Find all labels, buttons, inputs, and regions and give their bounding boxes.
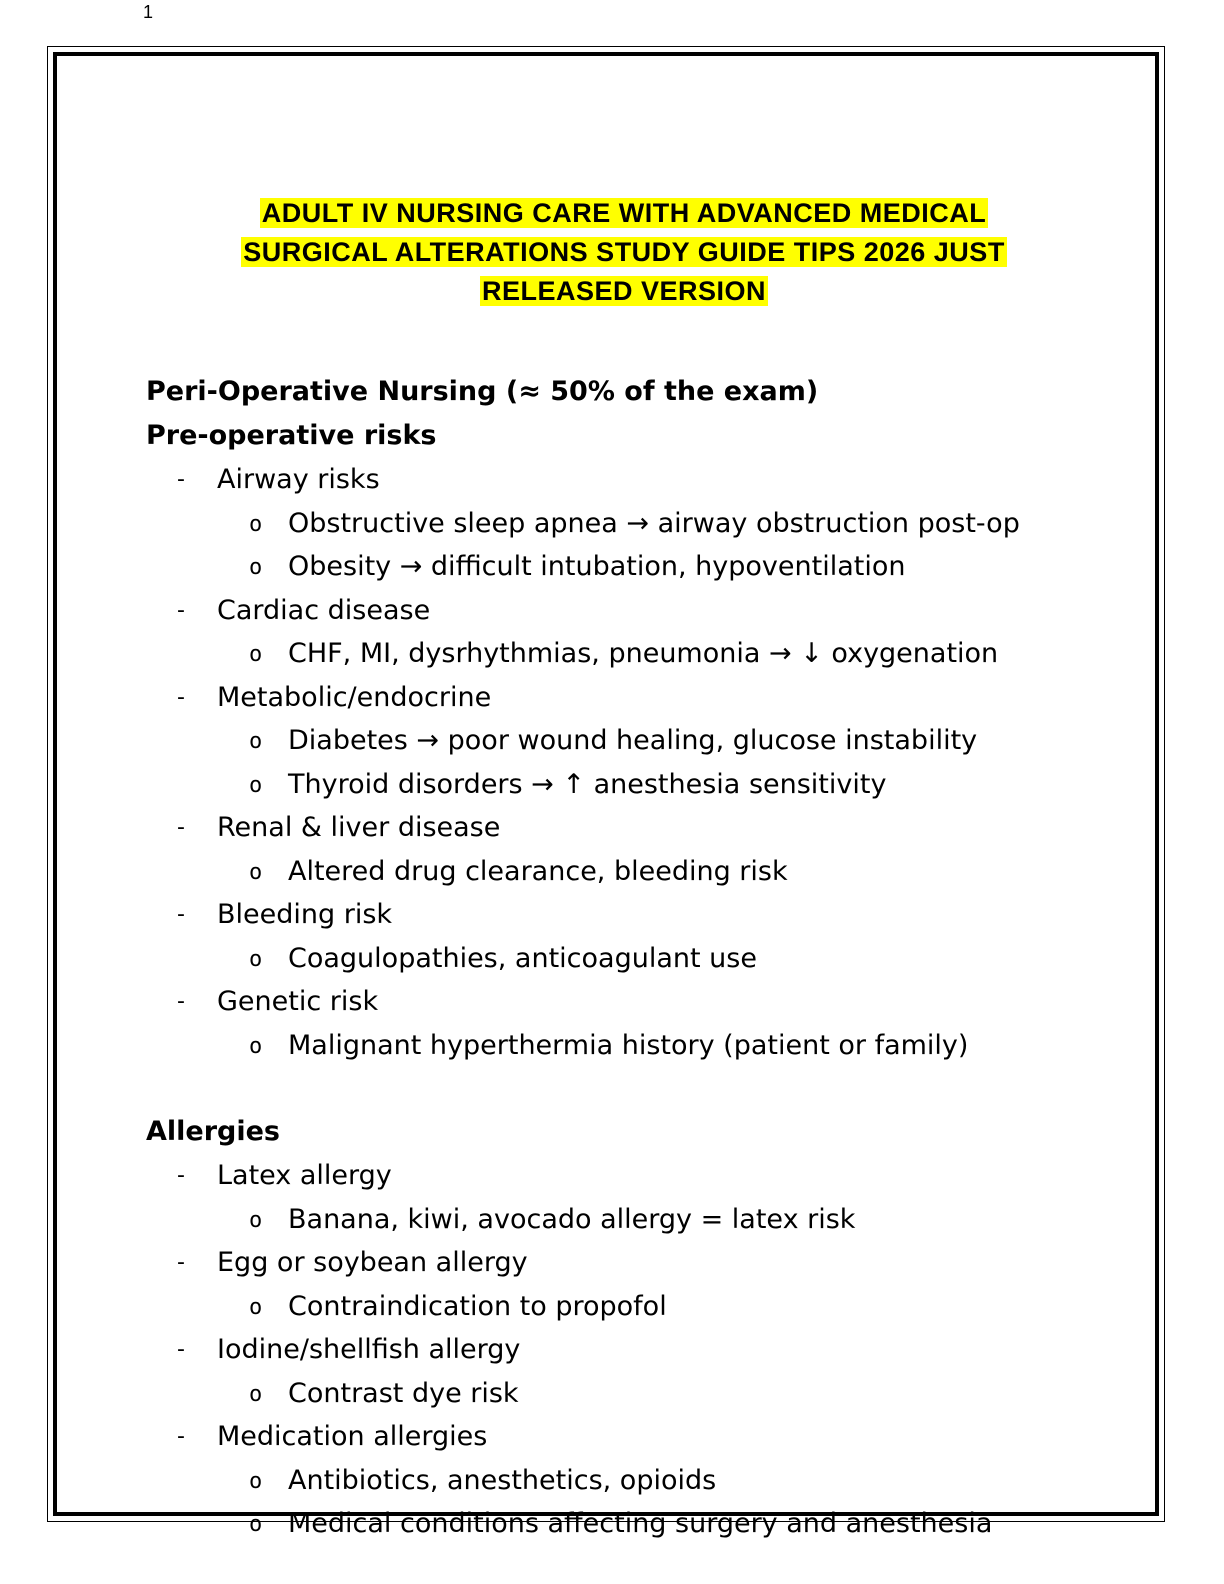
list-item-label: Cardiac disease xyxy=(217,594,431,626)
sub-list-item xyxy=(144,937,1104,981)
sub-list-item-text: Contrast dye risk xyxy=(288,1377,519,1409)
sub-list xyxy=(144,1372,1104,1416)
list-item-row xyxy=(144,893,1104,937)
circle-bullet-icon: o xyxy=(249,511,263,537)
list-item-label: Medication allergies xyxy=(217,1421,488,1452)
dash-bullet: - xyxy=(177,684,185,710)
circle-bullet-icon: o xyxy=(249,1294,263,1320)
circle-bullet-icon: o xyxy=(249,1207,263,1233)
dash-bullet: - xyxy=(177,989,185,1014)
list-item xyxy=(144,893,1104,980)
dash-bullet: - xyxy=(177,902,185,927)
list-item-row xyxy=(144,1154,1104,1198)
list-item-label: Iodine/shellfish allergy xyxy=(217,1334,521,1365)
sub-list-item-text: Coagulopathies, anticoagulant use xyxy=(288,942,757,974)
page-border-inner xyxy=(53,52,1159,1539)
list-item-label: Latex allergy xyxy=(217,1160,392,1191)
list-item xyxy=(144,458,1104,589)
list-item xyxy=(144,1328,1104,1415)
section-heading-perioperative: Peri-Operative Nursing (≈ 50% of the exam) xyxy=(146,376,819,407)
circle-bullet-icon: o xyxy=(249,642,263,667)
dash-bullet: - xyxy=(177,1337,185,1362)
sub-list-item xyxy=(144,1502,1104,1546)
circle-bullet-icon: o xyxy=(249,1512,263,1537)
dash-bullet: - xyxy=(177,1424,185,1449)
title-line-3: RELEASED VERSION xyxy=(481,276,767,306)
list-item-row xyxy=(144,589,1104,633)
circle-bullet-icon: o xyxy=(249,1033,263,1059)
document-title xyxy=(154,194,1094,311)
sub-list-item-text: Obstructive sleep apnea → airway obstruction post-op xyxy=(288,507,1020,539)
sub-list-item xyxy=(144,1459,1104,1503)
circle-bullet-icon: o xyxy=(249,859,263,885)
sub-list xyxy=(144,1459,1104,1546)
allergies-list xyxy=(144,1154,1104,1546)
sub-list xyxy=(144,1024,1104,1068)
sub-list-item-text: Contraindication to propofol xyxy=(288,1290,667,1322)
title-line-1: ADULT IV NURSING CARE WITH ADVANCED MEDICAL xyxy=(261,198,987,228)
list-item xyxy=(144,1154,1104,1241)
list-item-row xyxy=(144,1415,1104,1459)
sub-list-item xyxy=(144,632,1104,676)
sub-list-item-text: Antibiotics, anesthetics, opioids xyxy=(288,1464,717,1496)
list-item-label: Metabolic/endocrine xyxy=(217,681,492,713)
dash-bullet: - xyxy=(177,597,185,623)
subheading-preoperative-risks: Pre-operative risks xyxy=(146,420,437,451)
sub-list xyxy=(144,1285,1104,1329)
dash-bullet: - xyxy=(177,1163,185,1188)
circle-bullet-icon: o xyxy=(249,946,263,972)
page-number: 1 xyxy=(143,2,154,22)
list-item xyxy=(144,980,1104,1067)
sub-list-item xyxy=(144,1372,1104,1416)
sub-list xyxy=(144,1198,1104,1242)
list-item xyxy=(144,589,1104,676)
sub-list-item-text: Altered drug clearance, bleeding risk xyxy=(288,855,788,887)
sub-list-item-text: Medical conditions affecting surgery and anesthesia xyxy=(288,1508,993,1539)
sub-list-item xyxy=(144,850,1104,894)
sub-list-item-text: Malignant hyperthermia history (patient or family) xyxy=(288,1029,969,1061)
sub-list-item-text: Thyroid disorders → ↑ anesthesia sensitivity xyxy=(288,768,887,800)
circle-bullet-icon: o xyxy=(249,555,263,580)
sub-list-item-text: Obesity → difficult intubation, hypoventilation xyxy=(288,551,906,582)
list-item-label: Airway risks xyxy=(217,464,380,495)
list-item-row xyxy=(144,980,1104,1024)
list-item xyxy=(144,676,1104,807)
list-item-row xyxy=(144,458,1104,502)
list-item-label: Renal & liver disease xyxy=(217,812,501,843)
section-heading-allergies: Allergies xyxy=(146,1116,280,1147)
list-item-label: Egg or soybean allergy xyxy=(217,1247,528,1278)
sub-list-item xyxy=(144,1285,1104,1329)
list-item-label: Genetic risk xyxy=(217,986,379,1017)
sub-list-item xyxy=(144,719,1104,763)
sub-list-item xyxy=(144,1024,1104,1068)
sub-list xyxy=(144,850,1104,894)
sub-list xyxy=(144,937,1104,981)
list-item-label: Bleeding risk xyxy=(217,899,393,930)
sub-list-item xyxy=(144,1198,1104,1242)
circle-bullet-icon: o xyxy=(249,1381,263,1407)
sub-list xyxy=(144,502,1104,589)
list-item xyxy=(144,1415,1104,1546)
list-item xyxy=(144,1241,1104,1328)
list-item xyxy=(144,806,1104,893)
list-item-row xyxy=(144,1241,1104,1285)
list-item-row xyxy=(144,1328,1104,1372)
dash-bullet: - xyxy=(177,1250,185,1275)
preoperative-risks-list xyxy=(144,458,1104,1067)
circle-bullet-icon: o xyxy=(249,772,263,798)
document-content xyxy=(144,194,1104,1546)
list-item-row xyxy=(144,806,1104,850)
circle-bullet-icon: o xyxy=(249,1468,263,1494)
sub-list-item xyxy=(144,545,1104,589)
sub-list-item xyxy=(144,763,1104,807)
sub-list xyxy=(144,719,1104,806)
title-line-2: SURGICAL ALTERATIONS STUDY GUIDE TIPS 2026 JUST xyxy=(243,237,1005,267)
sub-list-item-text: CHF, MI, dysrhythmias, pneumonia → ↓ oxygenation xyxy=(288,638,999,669)
sub-list xyxy=(144,632,1104,676)
dash-bullet: - xyxy=(177,815,185,840)
circle-bullet-icon: o xyxy=(249,729,263,754)
page-border xyxy=(47,46,1165,1539)
sub-list-item-text: Banana, kiwi, avocado allergy = latex risk xyxy=(288,1203,856,1235)
list-item-row xyxy=(144,676,1104,720)
sub-list-item-text: Diabetes → poor wound healing, glucose instability xyxy=(288,725,978,756)
dash-bullet: - xyxy=(177,467,185,492)
sub-list-item xyxy=(144,502,1104,546)
